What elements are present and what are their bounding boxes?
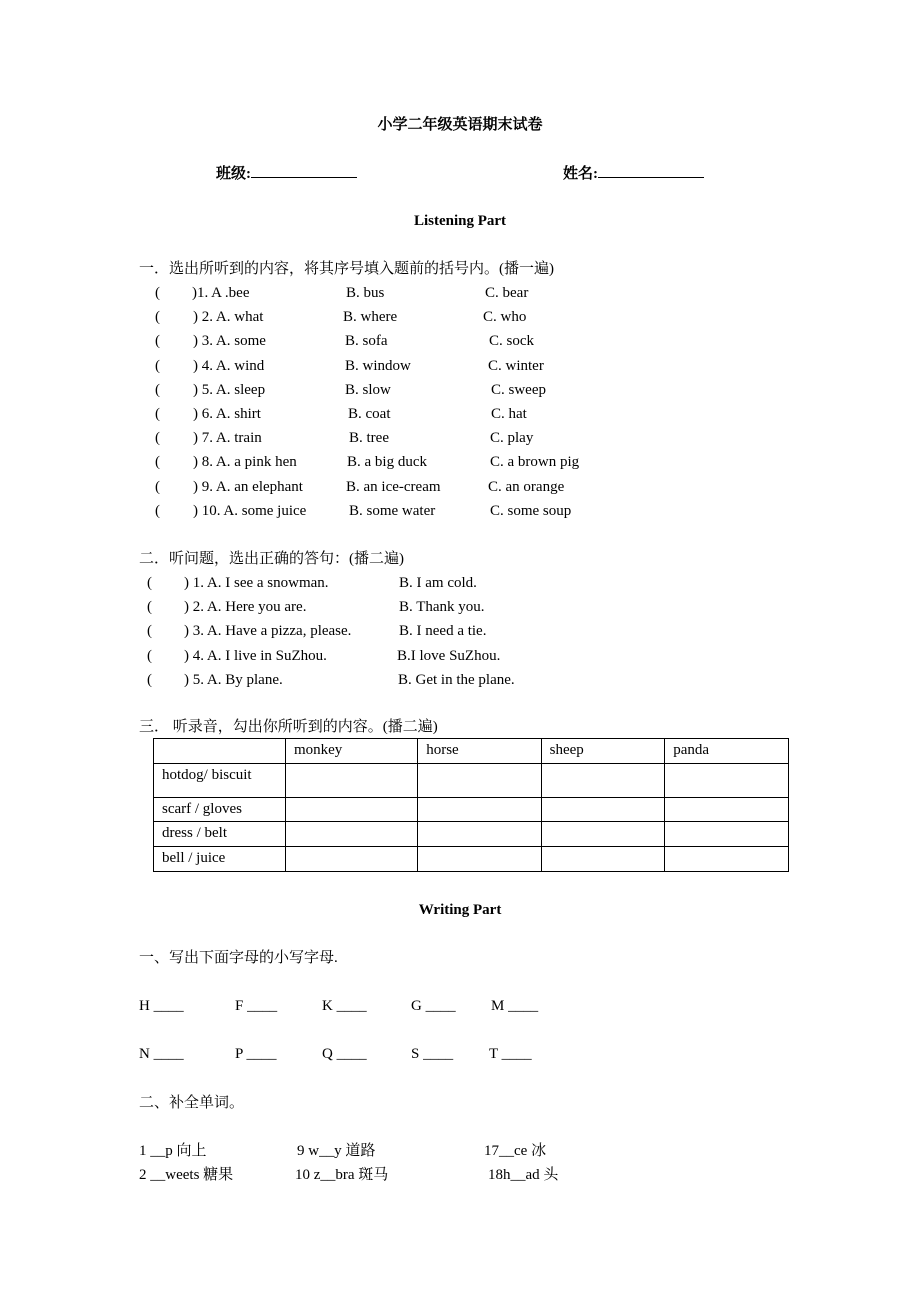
option-b: B. I am cold. <box>399 575 477 591</box>
class-label: 班级: <box>216 166 251 182</box>
option-b: B. where <box>343 309 398 326</box>
writing-s2-instruction: 二、补全单词。 <box>139 1095 245 1111</box>
class-field[interactable] <box>216 163 357 183</box>
word-item[interactable]: 10 z__bra 斑马 <box>295 1167 389 1183</box>
table-row-label: hotdog/ biscuit <box>154 764 286 798</box>
table-row-label: scarf / gloves <box>154 798 286 822</box>
list-item <box>0 574 920 592</box>
option-a: ) 8. A. a pink hen <box>193 454 297 471</box>
table-row <box>154 764 789 798</box>
table-row <box>154 798 789 822</box>
answer-paren[interactable]: ( <box>155 333 160 350</box>
answer-paren[interactable]: ( <box>155 478 160 495</box>
table-row-label: dress / belt <box>154 822 286 847</box>
table-row-label: bell / juice <box>154 847 286 872</box>
check-cell[interactable] <box>418 764 541 798</box>
answer-paren[interactable]: ( <box>155 285 160 301</box>
answer-paren[interactable]: ( <box>155 406 160 422</box>
letter-item[interactable]: N ____ <box>139 1046 184 1062</box>
option-b: B. an ice-cream <box>346 478 441 495</box>
option-a: ) 9. A. an elephant <box>193 478 303 495</box>
check-cell[interactable] <box>665 764 789 798</box>
table-header-cell <box>154 739 286 764</box>
option-c: C. a brown pig <box>490 454 580 471</box>
answer-paren[interactable]: ( <box>147 671 152 688</box>
table-row <box>154 822 789 847</box>
option-b: B. a big duck <box>347 454 427 471</box>
option-a: ) 7. A. train <box>193 430 262 447</box>
word-item[interactable]: 18h__ad 头 <box>488 1167 559 1183</box>
option-a: ) 1. A. I see a snowman. <box>184 575 329 591</box>
word-row-2 <box>0 1166 920 1184</box>
option-a: ) 5. A. sleep <box>193 381 266 398</box>
listening-s3-instruction: 三． 听录音，勾出你所听到的内容。(播二遍) <box>139 719 438 735</box>
letter-item[interactable]: H ____ <box>139 998 184 1014</box>
check-cell[interactable] <box>541 764 665 798</box>
option-a: )1. A .bee <box>192 285 250 301</box>
writing-s1-instruction: 一、写出下面字母的小写字母. <box>139 950 338 966</box>
check-cell[interactable] <box>418 847 541 872</box>
option-a: ) 3. A. Have a pizza, please. <box>184 623 352 640</box>
table-header-cell: panda <box>665 739 789 764</box>
option-b: B. window <box>345 357 411 374</box>
option-b: B. Get in the plane. <box>398 671 515 688</box>
word-item[interactable]: 1 __p 向上 <box>139 1143 207 1159</box>
name-field[interactable] <box>563 163 704 183</box>
option-b: B. slow <box>345 381 391 398</box>
list-item <box>0 647 920 665</box>
list-item <box>0 622 920 640</box>
option-c: C. play <box>490 430 534 447</box>
page-title: 小学二年级英语期末试卷 <box>377 117 543 133</box>
option-a: ) 10. A. some juice <box>193 502 307 519</box>
table-header-cell: horse <box>418 739 541 764</box>
letter-item[interactable]: Q ____ <box>322 1046 367 1062</box>
option-b: B. I need a tie. <box>399 623 487 640</box>
list-item <box>0 357 920 375</box>
check-cell[interactable] <box>541 847 665 872</box>
option-c: C. winter <box>488 357 544 374</box>
option-c: C. hat <box>491 406 527 422</box>
check-cell[interactable] <box>665 847 789 872</box>
answer-paren[interactable]: ( <box>147 575 152 591</box>
table-header-cell: sheep <box>541 739 665 764</box>
list-item <box>0 308 920 326</box>
list-item <box>0 381 920 399</box>
option-a: ) 2. A. Here you are. <box>184 599 307 616</box>
table-row <box>154 847 789 872</box>
name-label: 姓名: <box>563 166 598 182</box>
answer-paren[interactable]: ( <box>147 647 152 664</box>
letter-item[interactable]: S ____ <box>411 1046 454 1062</box>
class-blank[interactable] <box>251 163 357 178</box>
option-c: C. some soup <box>490 502 572 519</box>
letter-item[interactable]: M ____ <box>491 998 539 1014</box>
answer-paren[interactable]: ( <box>147 623 152 640</box>
writing-heading: Writing Part <box>418 902 502 918</box>
word-item[interactable]: 2 __weets 糖果 <box>139 1167 234 1183</box>
check-cell[interactable] <box>541 798 665 822</box>
option-a: ) 4. A. wind <box>193 357 265 374</box>
option-a: ) 6. A. shirt <box>193 406 261 422</box>
check-cell[interactable] <box>541 822 665 847</box>
list-item <box>0 671 920 689</box>
option-b: B. sofa <box>345 333 388 350</box>
word-row-1 <box>0 1142 920 1160</box>
check-cell[interactable] <box>285 847 417 872</box>
list-item <box>0 598 920 616</box>
list-item <box>0 332 920 350</box>
option-a: ) 4. A. I live in SuZhou. <box>184 647 327 664</box>
option-a: ) 2. A. what <box>193 309 264 326</box>
word-item[interactable]: 9 w__y 道路 <box>297 1143 376 1159</box>
list-item <box>0 453 920 471</box>
table-header-cell: monkey <box>285 739 417 764</box>
answer-paren[interactable]: ( <box>155 357 160 374</box>
check-cell[interactable] <box>285 822 417 847</box>
list-item <box>0 478 920 496</box>
listening-heading: Listening Part <box>413 213 507 229</box>
answer-paren[interactable]: ( <box>155 309 160 326</box>
letter-item[interactable]: F ____ <box>235 998 278 1014</box>
list-item <box>0 405 920 423</box>
check-cell[interactable] <box>418 822 541 847</box>
check-cell[interactable] <box>285 798 417 822</box>
option-c: C. an orange <box>488 478 565 495</box>
check-cell[interactable] <box>665 798 789 822</box>
option-c: C. sweep <box>491 381 546 398</box>
option-a: ) 5. A. By plane. <box>184 671 283 688</box>
list-item <box>0 429 920 447</box>
letter-row-2 <box>0 1045 920 1063</box>
check-cell[interactable] <box>418 798 541 822</box>
answer-paren[interactable]: ( <box>147 599 152 616</box>
name-blank[interactable] <box>598 163 704 178</box>
letter-item[interactable]: T ____ <box>489 1046 532 1062</box>
answer-paren[interactable]: ( <box>155 381 160 398</box>
option-c: C. sock <box>489 333 534 350</box>
check-cell[interactable] <box>665 822 789 847</box>
option-b: B. bus <box>346 285 385 301</box>
option-c: C. bear <box>485 285 529 301</box>
listening-s1-instruction: 一．选出所听到的内容，将其序号填入题前的括号内。(播一遍) <box>139 261 554 277</box>
list-item <box>0 284 920 302</box>
answer-paren[interactable]: ( <box>155 454 160 471</box>
letter-item[interactable]: P ____ <box>235 1046 277 1062</box>
word-item[interactable]: 17__ce 冰 <box>484 1143 547 1159</box>
listening-s2-instruction: 二．听问题，选出正确的答句：(播二遍) <box>139 551 404 567</box>
option-b: B. some water <box>349 502 436 519</box>
option-b: B. Thank you. <box>399 599 485 616</box>
option-a: ) 3. A. some <box>193 333 266 350</box>
option-b: B. coat <box>348 406 391 422</box>
option-c: C. who <box>483 309 527 326</box>
answer-paren[interactable]: ( <box>155 430 160 447</box>
letter-item[interactable]: K ____ <box>322 998 367 1014</box>
list-item <box>0 502 920 520</box>
letter-item[interactable]: G ____ <box>411 998 456 1014</box>
answer-paren[interactable]: ( <box>155 502 160 519</box>
listening-s3-table <box>153 738 789 872</box>
option-b: B.I love SuZhou. <box>397 647 501 664</box>
check-cell[interactable] <box>285 764 417 798</box>
option-b: B. tree <box>349 430 389 447</box>
letter-row-1 <box>0 997 920 1015</box>
table-header-row <box>154 739 789 764</box>
